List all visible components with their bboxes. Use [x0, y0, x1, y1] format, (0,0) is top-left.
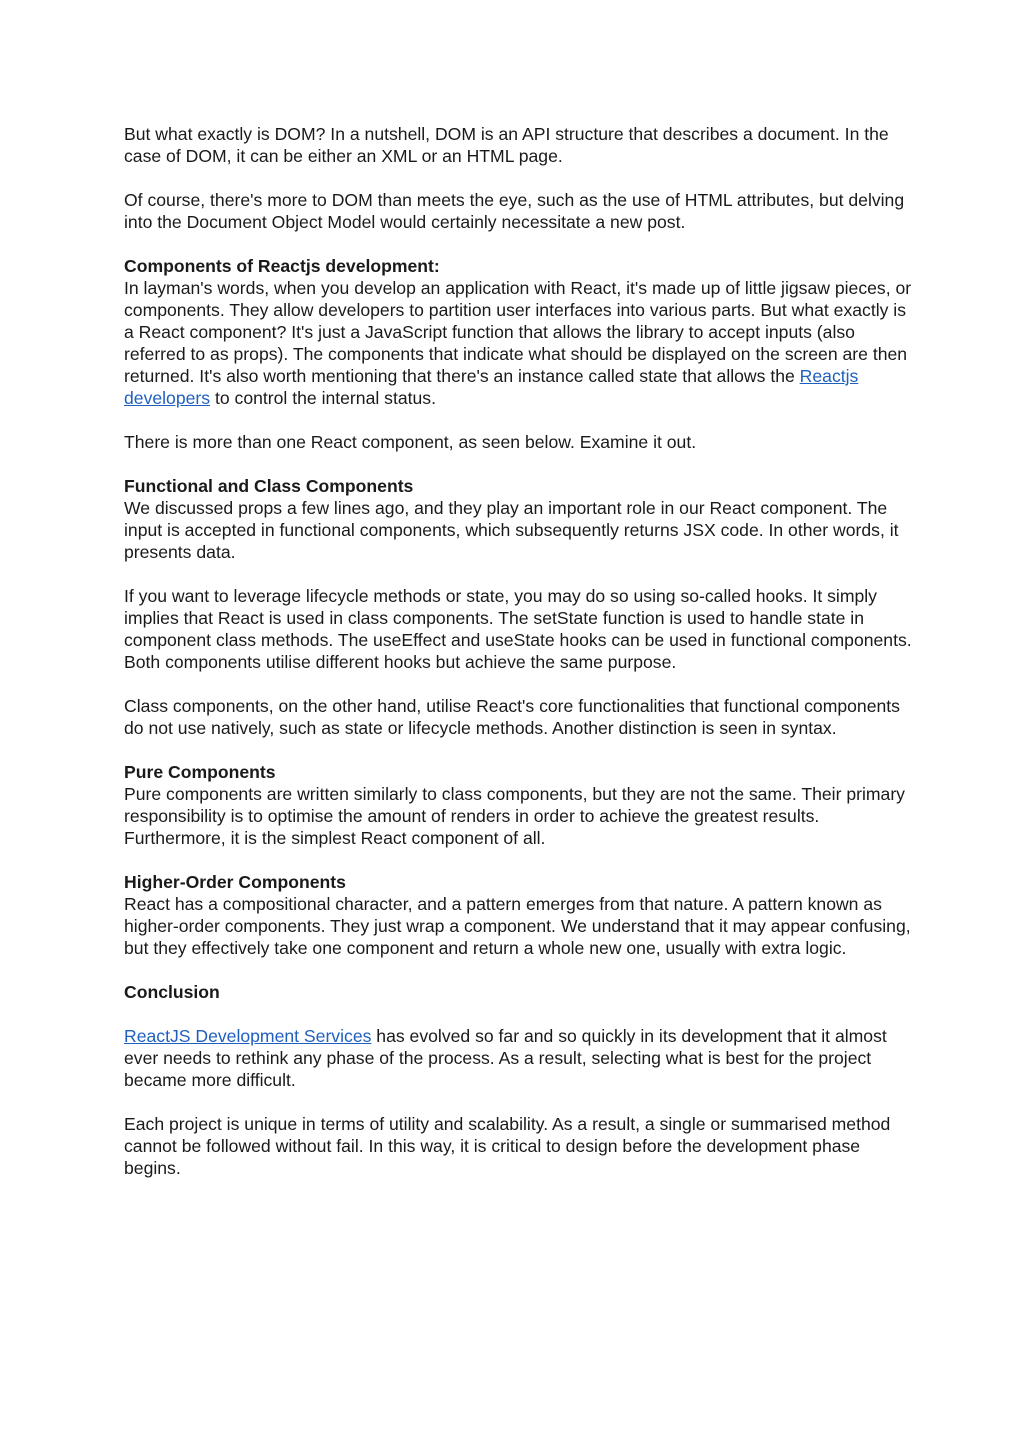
final-paragraph: Each project is unique in terms of utility and scalability. As a result, a single or summarised method cannot be followed without fail. In this way, it is critical to design before the development phase begins.	[124, 1114, 891, 1178]
reactjs-developers-link[interactable]: Reactjs developers	[124, 366, 859, 408]
hoc-text: React has a compositional character, and a pattern emerges from that nature. A pattern known as higher-order components. They just wrap a component. We understand that it may appear confusing, but they effectively take one component and return a whole new one, usually with extra logic.	[124, 894, 911, 958]
document-body	[124, 123, 914, 1201]
dom-intro-paragraph: But what exactly is DOM? In a nutshell, DOM is an API structure that describes a document. In the case of DOM, it can be either an XML or an HTML page.	[124, 124, 889, 166]
pure-heading: Pure Components	[124, 762, 276, 782]
conclusion-text: has evolved so far and so quickly in its development that it almost ever needs to rethink any phase of the process. As a result, selecting what is best for the project became more difficult.	[124, 1026, 887, 1090]
conclusion-paragraph	[124, 1025, 914, 1091]
more-than-one-paragraph: There is more than one React component, as seen below. Examine it out.	[124, 432, 697, 452]
components-text-end: to control the internal status.	[210, 388, 436, 408]
hoc-heading: Higher-Order Components	[124, 872, 346, 892]
functional-text: We discussed props a few lines ago, and they play an important role in our React component. The input is accepted in functional components, which subsequently returns JSX code. In other words, it presents data.	[124, 498, 899, 562]
class-components-paragraph: Class components, on the other hand, utilise React's core functionalities that functional components do not use natively, such as state or lifecycle methods. Another distinction is seen in syntax.	[124, 696, 900, 738]
functional-section	[124, 475, 914, 563]
components-text: In layman's words, when you develop an application with React, it's made up of little jigsaw pieces, or components. They allow developers to partition user interfaces into various parts. But what exactly is a React component? It's just a JavaScript function that allows the library to accept inputs (also referred to as props). The components that indicate what should be displayed on the screen are then returned. It's also worth mentioning that there's an instance called state that allows the	[124, 278, 912, 386]
components-section	[124, 255, 914, 409]
dom-more-paragraph: Of course, there's more to DOM than meets the eye, such as the use of HTML attributes, but delving into the Document Object Model would certainly necessitate a new post.	[124, 190, 905, 232]
reactjs-development-services-link[interactable]: ReactJS Development Services	[124, 1026, 372, 1046]
hooks-paragraph: If you want to leverage lifecycle methods or state, you may do so using so-called hooks. It simply implies that React is used in class components. The setState function is used to handle state in component class methods. The useEffect and useState hooks can be used in functional components. Both components utilise different hooks but achieve the same purpose.	[124, 586, 912, 672]
components-heading: Components of Reactjs development:	[124, 256, 440, 276]
functional-heading: Functional and Class Components	[124, 476, 414, 496]
pure-section	[124, 761, 914, 849]
hoc-section	[124, 871, 914, 959]
conclusion-heading: Conclusion	[124, 982, 220, 1002]
pure-text: Pure components are written similarly to class components, but they are not the same. Their primary responsibility is to optimise the amount of renders in order to achieve the greatest results. Furthermore, it is the simplest React component of all.	[124, 784, 905, 848]
